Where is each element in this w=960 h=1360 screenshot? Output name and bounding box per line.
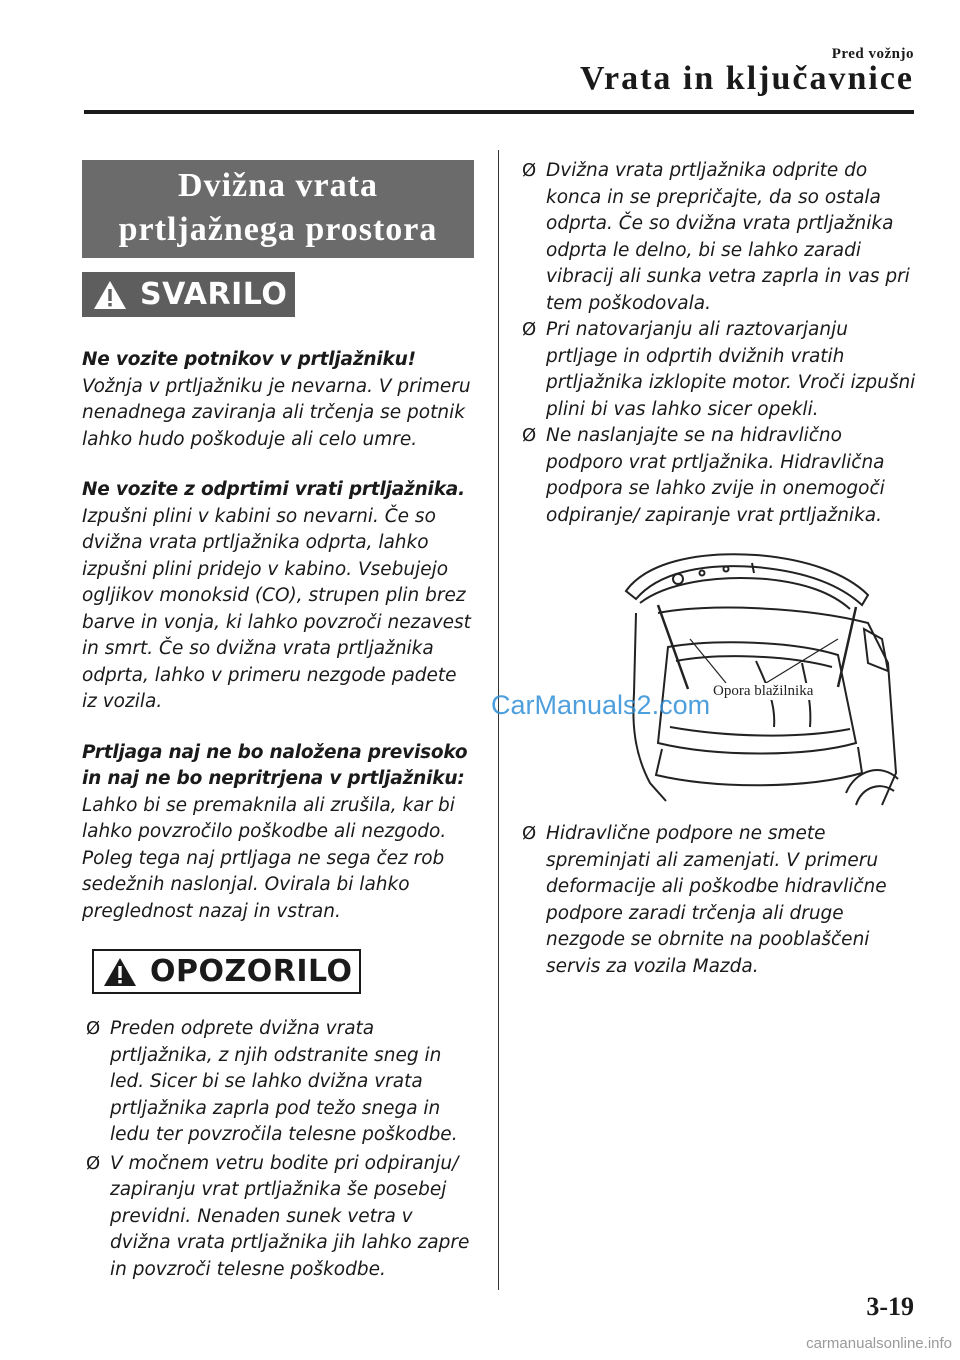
list-item: Ø Hidravlične podpore ne smete spreminjati ali zamenjati. V primeru deformacije ali poškodbe hidravlične podpore zaradi trčenja ali druge nezgode se obrnite na pooblaščeni servis za vozila Mazda. bbox=[522, 823, 887, 977]
list-item: Ø Ne naslanjajte se na hidravlično podporo vrat prtljažnika. Hidravlična podpora se lahko zvije in onemogoči odpiranje/ zapiranje vrat prtljažnika. bbox=[522, 425, 885, 526]
warning-paragraph-3 bbox=[82, 740, 474, 926]
figure-label: Opora blažilnika bbox=[710, 683, 816, 700]
bullet-arrow-icon: Ø bbox=[522, 319, 537, 340]
warning-label: SVARILO bbox=[140, 277, 288, 312]
header-title: Vrata in ključavnice bbox=[579, 60, 914, 97]
header-subtitle: Pred vožnjo bbox=[831, 46, 914, 62]
bullet-arrow-icon: Ø bbox=[522, 823, 537, 844]
warning-body: Izpušni plini v kabini so nevarni. Če so dvižna vrata prtljažnika odprta, lahko izpušni plini pridejo v kabino. Vsebujejo ogljikov monoksid (CO), strupen plin brez barve in vonja, ki lahko povzroči nezavest in smrt. Če so dvižna vrata prtljažnika odprta, lahko v primeru nezgode padete iz vozila. bbox=[82, 505, 471, 712]
caution-label: OPOZORILO bbox=[150, 954, 353, 989]
section-title: Dvižna vrata prtljažnega prostora bbox=[82, 160, 474, 258]
left-column bbox=[82, 160, 474, 1283]
warning-body: Vožnja v prtljažniku je nevarna. V primeru nenadnega zaviranja ali trčenja se potnik lahko hudo poškoduje ali celo umre. bbox=[82, 375, 471, 450]
caution-list bbox=[82, 1016, 474, 1283]
caution-list-after-figure bbox=[518, 821, 918, 980]
bullet-arrow-icon: Ø bbox=[86, 1152, 101, 1174]
warning-paragraph-1 bbox=[82, 347, 474, 453]
warning-body: Lahko bi se premaknila ali zrušila, kar bi lahko povzročilo poškodbe ali nezgodo. Poleg tega naj prtljaga ne sega čez rob sedežnih naslonjal. Ovirala bi lahko preglednost nazaj in vstran. bbox=[82, 794, 455, 922]
warning-heading: Prtljaga naj ne bo naložena previsoko in naj ne bo nepritrjena v prtljažniku: bbox=[82, 741, 468, 789]
caution-box bbox=[92, 949, 361, 994]
bullet-arrow-icon: Ø bbox=[522, 425, 537, 446]
list-item: Ø Dvižna vrata prtljažnika odprite do konca in se prepričajte, da so ostala odprta. Če so dvižna vrata prtljažnika odprta le delno, bi se lahko zaradi vibracij ali sunka vetra zaprla in vas pri tem poškodovala. bbox=[522, 160, 910, 314]
page-number: 3-19 bbox=[866, 1292, 914, 1321]
right-column bbox=[518, 158, 918, 980]
warning-triangle-icon bbox=[102, 956, 138, 988]
watermark-text: CarManuals2.com bbox=[491, 690, 711, 720]
warning-paragraph-2 bbox=[82, 477, 474, 716]
list-item: Ø Pri natovarjanju ali raztovarjanju prtljage in odprtih dvižnih vratih prtljažnika izklopite motor. Vroči izpušni plini bi vas lahko sicer opekli. bbox=[522, 319, 916, 420]
caution-list-continued bbox=[518, 158, 918, 529]
car-liftgate-open-drawing bbox=[606, 543, 906, 811]
header-rule bbox=[84, 110, 914, 114]
warning-heading: Ne vozite z odprtimi vrati prtljažnika. bbox=[82, 479, 465, 500]
list-item: Ø Preden odprete dvižna vrata prtljažnika, z njih odstranite sneg in led. Sicer bi se lahko dvižna vrata prtljažnika zaprla pod težo snega in ledu ter povzročila telesne poškodbe. bbox=[86, 1018, 458, 1145]
bullet-arrow-icon: Ø bbox=[86, 1018, 101, 1039]
bullet-arrow-icon: Ø bbox=[522, 160, 537, 181]
warning-box bbox=[82, 272, 295, 317]
warning-triangle-icon bbox=[92, 279, 128, 311]
list-item: Ø V močnem vetru bodite pri odpiranju/ zapiranju vrat prtljažnika še posebej previdni. Nenaden sunek vetra v dvižna vrata prtljažnika jih lahko zapre in povzroči telesne poškodbe. bbox=[86, 1152, 470, 1280]
liftgate-illustration bbox=[606, 543, 906, 811]
warning-heading: Ne vozite potnikov v prtljažniku! bbox=[82, 349, 416, 370]
footer-site-text: carmanualsonline.info bbox=[806, 1335, 952, 1352]
